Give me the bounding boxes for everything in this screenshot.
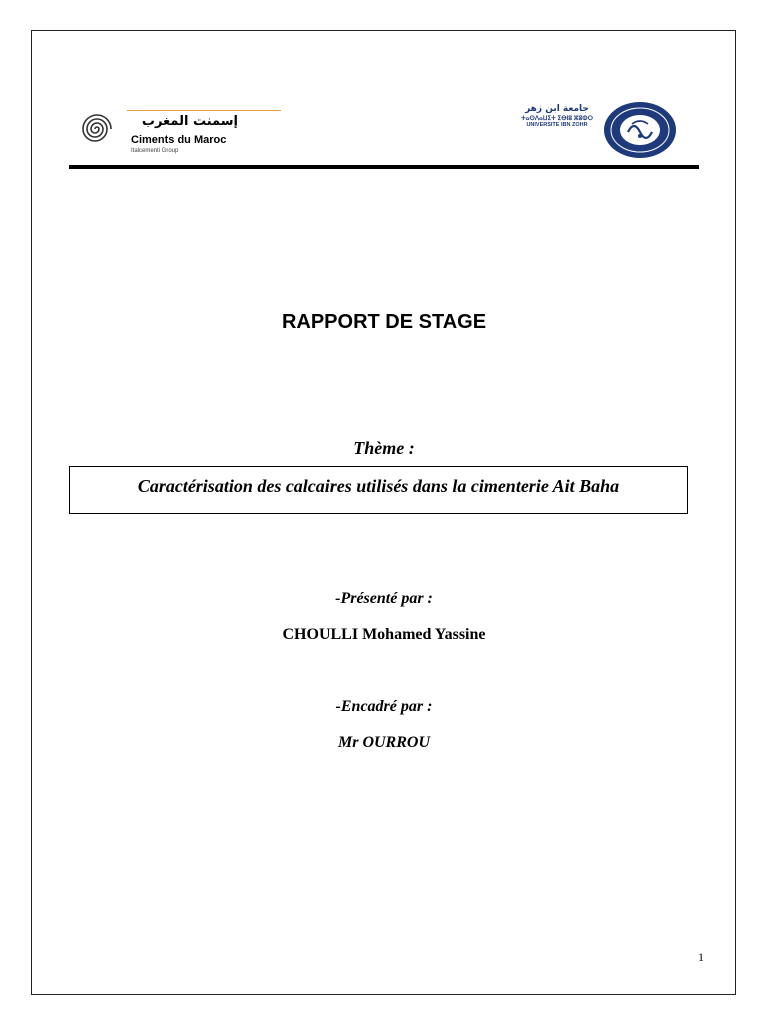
university-arabic-name: جامعة ابن زهر bbox=[525, 104, 589, 114]
student-name: CHOULLI Mohamed Yassine bbox=[282, 626, 486, 643]
header-rule bbox=[69, 165, 699, 169]
header bbox=[70, 88, 698, 166]
theme-box bbox=[69, 466, 688, 514]
university-text-block bbox=[516, 104, 598, 128]
spiral-logo-icon bbox=[80, 112, 114, 146]
ciments-du-maroc-logo bbox=[80, 106, 280, 154]
university-latin-name: UNIVERSITE IBN ZOHR bbox=[526, 122, 588, 128]
university-seal-icon bbox=[602, 100, 678, 160]
university-tifinagh-name: ⵜⴰⵙⴷⴰⵡⵉⵜ ⵉⴱⵏⵓ ⵣⵓⵀⵔ bbox=[521, 116, 593, 122]
theme-label: Thème : bbox=[353, 438, 415, 458]
company-name: Ciments du Maroc bbox=[131, 134, 227, 146]
page-number: 1 bbox=[698, 950, 704, 964]
report-title: RAPPORT DE STAGE bbox=[281, 311, 487, 333]
university-ibn-zohr-logo bbox=[516, 100, 682, 160]
supervised-by-label: -Encadré par : bbox=[335, 698, 433, 715]
supervisor-name: Mr OURROU bbox=[337, 734, 430, 751]
company-group: Italcementi Group bbox=[131, 148, 179, 154]
logo-accent-line bbox=[127, 110, 281, 111]
theme-text: Caractérisation des calcaires utilisés dans la cimenterie Ait Baha bbox=[137, 476, 620, 496]
company-arabic-name: إسمنت المغرب bbox=[141, 114, 238, 129]
presented-by-label: -Présenté par : bbox=[335, 590, 433, 607]
